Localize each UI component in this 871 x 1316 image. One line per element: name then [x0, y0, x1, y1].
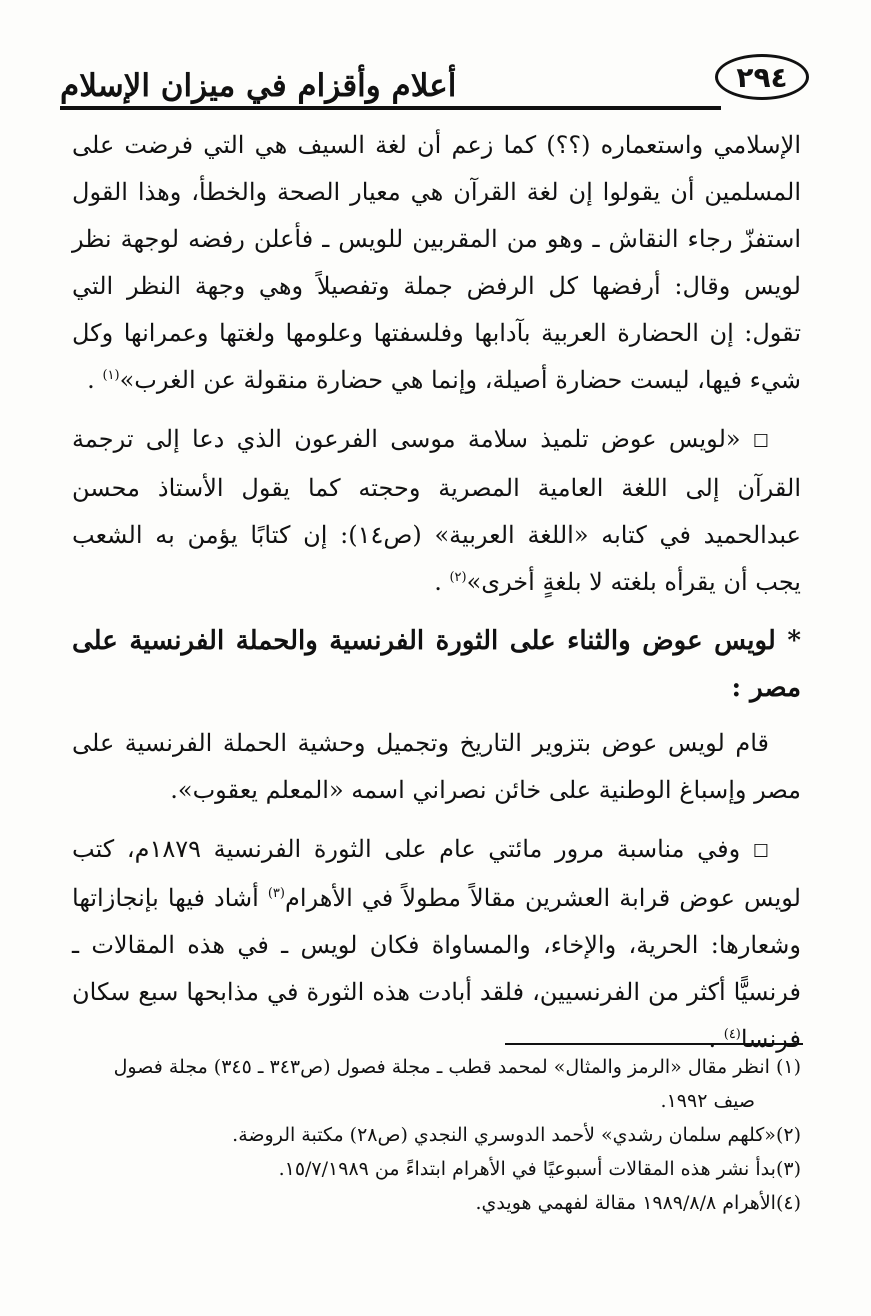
footnotes	[72, 1050, 801, 1220]
footnote-ref-2: (٢)	[449, 570, 467, 585]
section-heading	[72, 618, 801, 712]
footnote-separator	[505, 1043, 803, 1045]
footnote-text: «كلهم سلمان رشدي» لأحمد الدوسري النجدي (ص٢٨) مكتبة الروضة.	[232, 1124, 776, 1146]
footnote-3	[72, 1152, 801, 1186]
footnote-ref-1: (١)	[102, 368, 120, 383]
footnote-ref-4: (٤)	[723, 1027, 741, 1042]
paragraph-2	[72, 416, 801, 606]
running-title: أعلام وأقزام في ميزان الإسلام	[60, 68, 457, 104]
footnote-1-continued: صيف ١٩٩٢.	[660, 1090, 755, 1112]
paragraph-3	[72, 720, 801, 814]
paragraph-2-text: «لويس عوض تلميذ سلامة موسى الفرعون الذي دعا إلى ترجمة القرآن إلى اللغة العامية المصرية وحجته كما يقول الأستاذ محسن عبدالحميد في كتابه «اللغة العربية» (ص١٤): إن كتابًا يؤمن به الشعب يجب أن يقرأه بلغته لا بلغةٍ أخرى»	[72, 425, 801, 596]
footnote-number: (٢)	[775, 1124, 801, 1146]
footnote-4	[72, 1186, 801, 1220]
box-bullet-icon: ☐	[752, 431, 769, 452]
paragraph-2-end: .	[434, 568, 450, 596]
footnote-1	[72, 1050, 801, 1084]
box-bullet-icon: ☐	[752, 841, 769, 862]
footnote-text: الأهرام ١٩٨٩/٨/٨ مقالة لفهمي هويدي.	[475, 1192, 776, 1214]
header-rule	[60, 106, 721, 110]
footnote-ref-3: (٣)	[267, 886, 285, 901]
footnote-number: (٣)	[775, 1158, 801, 1180]
footnote-text: بدأ نشر هذه المقالات أسبوعيًا في الأهرام ابتداءً من ١٥/٧/١٩٨٩.	[278, 1158, 776, 1180]
paragraph-1	[72, 122, 801, 404]
page-header	[60, 48, 809, 110]
paragraph-4-end: .	[708, 1025, 724, 1053]
footnote-2	[72, 1118, 801, 1152]
footnote-number: (١)	[775, 1056, 801, 1078]
page-number: ٢٩٤	[715, 54, 809, 100]
paragraph-3-text: قام لويس عوض بتزوير التاريخ وتجميل وحشية الحملة الفرنسية على مصر وإسباغ الوطنية على خائن نصراني اسمه «المعلم يعقوب».	[72, 729, 801, 804]
paragraph-1-end: .	[87, 366, 103, 394]
section-heading-text: لويس عوض والثناء على الثورة الفرنسية والحملة الفرنسية على مصر :	[72, 626, 801, 703]
paragraph-4	[72, 826, 801, 1063]
star-bullet-icon: *	[787, 626, 801, 656]
footnote-text: انظر مقال «الرمز والمثال» لمحمد قطب ـ مجلة فصول (ص٣٤٣ ـ ٣٤٥) مجلة فصول	[113, 1056, 770, 1078]
paragraph-1-text: الإسلامي واستعماره (؟؟) كما زعم أن لغة السيف هي التي فرضت على المسلمين أن يقولوا إن لغة القرآن هي معيار الصحة والخطأ، وهذا القول استفزّ رجاء النقاش ـ وهو من المقربين للويس ـ فأعلن رفضه لوجهة نظر لويس وقال: أرفضها كل الرفض جملة وتفصيلاً وهي وجهة النظر التي تقول: إن الحضارة العربية بآدابها وفلسفتها وعلومها ولغتها وعمرانها وكل شيء فيها، ليست حضارة أصيلة، وإنما هي حضارة منقولة عن الغرب»	[72, 131, 801, 394]
footnote-number: (٤)	[775, 1192, 801, 1214]
paragraph-4-text-cont: أشاد فيها بإنجازاتها وشعارها: الحرية، والإخاء، والمساواة فكان لويس ـ في هذه المقالات ـ فرنسيًّا أكثر من الفرنسيين، فلقد أبادت هذه الثورة في مذابحها سبع سكان فرنسا	[72, 884, 801, 1053]
body-text	[72, 122, 801, 1075]
paragraph-4-text: وفي مناسبة مرور مائتي عام على الثورة الفرنسية ١٨٧٩م، كتب لويس عوض قرابة العشرين مقالاً مطولاً في الأهرام	[72, 835, 801, 912]
